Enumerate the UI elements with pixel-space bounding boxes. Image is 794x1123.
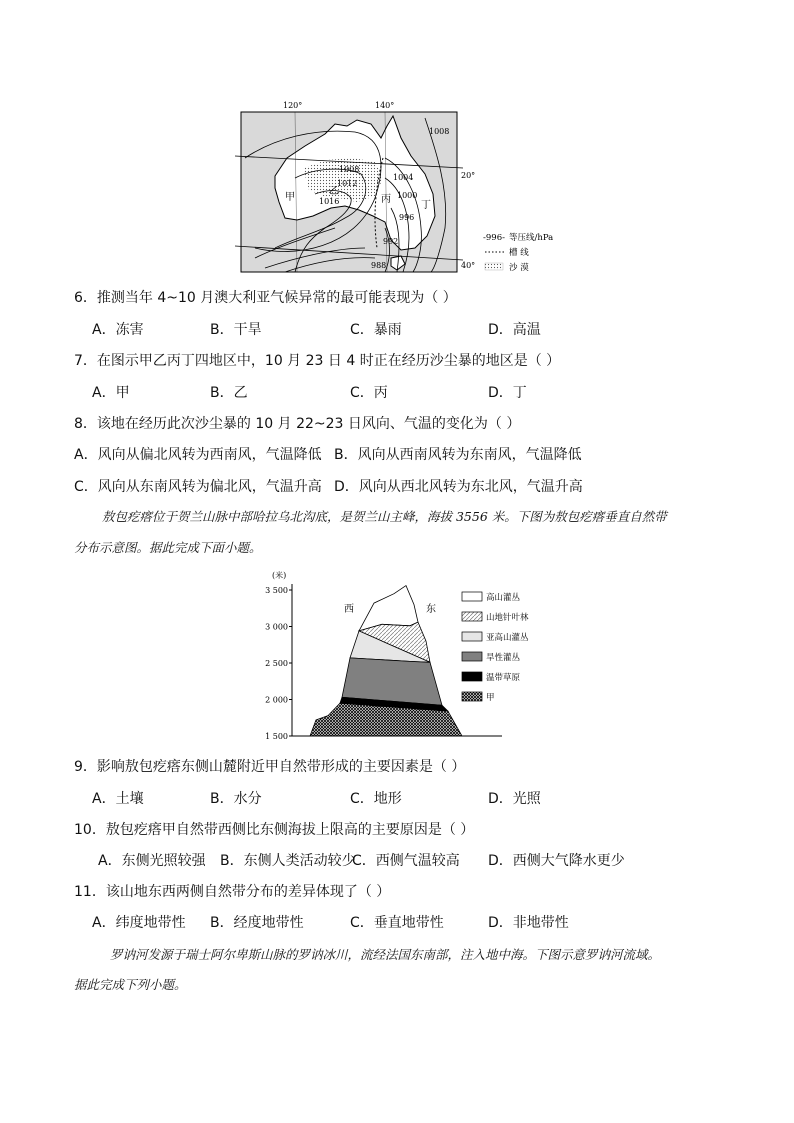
legend-swatch bbox=[462, 632, 482, 641]
lat-label-20: 20° bbox=[461, 171, 476, 180]
legend-label: 亚高山灌丛 bbox=[486, 633, 529, 643]
legend-swatch bbox=[462, 692, 482, 701]
lon-label-120: 120° bbox=[283, 101, 303, 110]
question-7-stem: 7．在图示甲乙丙丁四地区中，10 月 23 日 4 时正在经历沙尘暴的地区是（ ） bbox=[74, 353, 561, 369]
q11-option-a[interactable]: A．纬度地带性 bbox=[92, 915, 186, 931]
q7-option-a[interactable]: A．甲 bbox=[92, 385, 130, 401]
legend-isobar-label: 等压线/hPa bbox=[509, 233, 554, 243]
place-label-bing: 丙 bbox=[381, 194, 391, 205]
q10-option-d[interactable]: D．西侧大气降水更少 bbox=[488, 853, 625, 869]
y-axis-unit: (米) bbox=[272, 571, 287, 580]
legend-swatch bbox=[462, 672, 482, 681]
isobar-label: 992 bbox=[383, 237, 399, 246]
q9-option-c[interactable]: C．地形 bbox=[350, 791, 402, 807]
q6-option-a[interactable]: A．冻害 bbox=[92, 322, 144, 338]
q8-option-d[interactable]: D．风向从西北风转为东北风，气温升高 bbox=[334, 479, 583, 495]
place-label-ding: 丁 bbox=[421, 200, 431, 211]
q7-option-d[interactable]: D．丁 bbox=[488, 385, 527, 401]
side-label-west: 西 bbox=[344, 604, 354, 615]
q10-option-b[interactable]: B．东侧人类活动较少 bbox=[220, 853, 356, 869]
q6-option-c[interactable]: C．暴雨 bbox=[350, 322, 402, 338]
legend-swatch bbox=[462, 652, 482, 661]
zone-alpine-shrub bbox=[359, 586, 418, 631]
question-9-stem: 9．影响敖包疙瘩东侧山麓附近甲自然带形成的主要因素是（ ） bbox=[74, 759, 466, 775]
place-label-yi: 乙 bbox=[329, 186, 339, 197]
isobar-label: 1012 bbox=[337, 179, 358, 188]
lat-label-40: 40° bbox=[461, 261, 476, 270]
legend-label: 高山灌丛 bbox=[486, 593, 521, 603]
legend-trough-label: 槽 线 bbox=[509, 248, 529, 258]
question-8-stem: 8．该地在经历此次沙尘暴的 10 月 22~23 日风向、气温的变化为（ ） bbox=[74, 416, 521, 432]
q10-option-c[interactable]: C．西侧气温较高 bbox=[352, 853, 460, 869]
y-tick-label: 3 000 bbox=[265, 622, 288, 632]
q11-option-d[interactable]: D．非地带性 bbox=[488, 915, 569, 931]
q6-option-d[interactable]: D．高温 bbox=[488, 322, 541, 338]
australia-isobar-map bbox=[235, 98, 565, 274]
isobar-label: 988 bbox=[371, 261, 387, 270]
q11-option-b[interactable]: B．经度地带性 bbox=[210, 915, 304, 931]
q8-option-a[interactable]: A．风向从偏北风转为西南风，气温降低 bbox=[74, 447, 322, 463]
question-6-stem: 6．推测当年 4~10 月澳大利亚气候异常的最可能表现为（ ） bbox=[74, 290, 457, 306]
legend-swatch bbox=[462, 592, 482, 601]
q7-option-c[interactable]: C．丙 bbox=[350, 385, 388, 401]
isobar-label: 1008 bbox=[339, 165, 360, 174]
y-tick-label: 2 000 bbox=[265, 695, 288, 705]
y-tick-label: 1 500 bbox=[265, 732, 288, 741]
q9-option-d[interactable]: D．光照 bbox=[488, 791, 541, 807]
q9-option-a[interactable]: A．土壤 bbox=[92, 791, 144, 807]
q8-option-c[interactable]: C．风向从东南风转为偏北风，气温升高 bbox=[74, 479, 322, 495]
q7-option-b[interactable]: B．乙 bbox=[210, 385, 248, 401]
q10-option-a[interactable]: A．东侧光照较强 bbox=[98, 853, 206, 869]
q6-option-b[interactable]: B．干旱 bbox=[210, 322, 262, 338]
question-11-stem: 11．该山地东西两侧自然带分布的差异体现了（ ） bbox=[74, 884, 391, 900]
legend-isobar-symbol: -996- bbox=[483, 233, 505, 243]
place-label-jia: 甲 bbox=[285, 192, 295, 203]
vertical-zonation-chart bbox=[262, 568, 532, 744]
passage-1-line-2: 分布示意图。据此完成下面小题。 bbox=[74, 540, 262, 555]
q8-option-b[interactable]: B．风向从西南风转为东南风，气温降低 bbox=[334, 447, 582, 463]
q11-option-c[interactable]: C．垂直地带性 bbox=[350, 915, 444, 931]
question-10-stem: 10．敖包疙瘩甲自然带西侧比东侧海拔上限高的主要原因是（ ） bbox=[74, 822, 475, 838]
legend-desert-swatch bbox=[485, 263, 503, 270]
legend-label: 旱性灌丛 bbox=[486, 653, 521, 663]
isobar-label: 996 bbox=[399, 213, 415, 222]
y-tick-label: 2 500 bbox=[265, 659, 288, 668]
passage-2-line-1: 罗讷河发源于瑞士阿尔卑斯山脉的罗讷冰川，流经法国东南部，注入地中海。下图示意罗讷河流域。 bbox=[110, 947, 661, 962]
legend-desert-label: 沙 漠 bbox=[509, 263, 529, 273]
isobar-label: 1000 bbox=[397, 191, 418, 200]
passage-1-line-1: 敖包疙瘩位于贺兰山脉中部哈拉乌北沟底，是贺兰山主峰，海拔 3556 米。下图为敖包疙瘩垂直自然带 bbox=[102, 509, 667, 524]
legend-swatch bbox=[462, 612, 482, 621]
isobar-label: 1008 bbox=[429, 127, 450, 136]
y-tick-label: 3 500 bbox=[265, 586, 288, 595]
isobar-label: 1004 bbox=[393, 173, 414, 182]
side-label-east: 东 bbox=[426, 604, 436, 615]
legend-label: 甲 bbox=[486, 693, 495, 703]
legend-label: 温带草原 bbox=[486, 673, 521, 683]
legend-label: 山地针叶林 bbox=[486, 613, 529, 623]
q9-option-b[interactable]: B．水分 bbox=[210, 791, 262, 807]
lon-label-140: 140° bbox=[375, 101, 395, 110]
passage-2-line-2: 据此完成下列小题。 bbox=[74, 977, 187, 992]
isobar-label: 1016 bbox=[319, 197, 340, 206]
